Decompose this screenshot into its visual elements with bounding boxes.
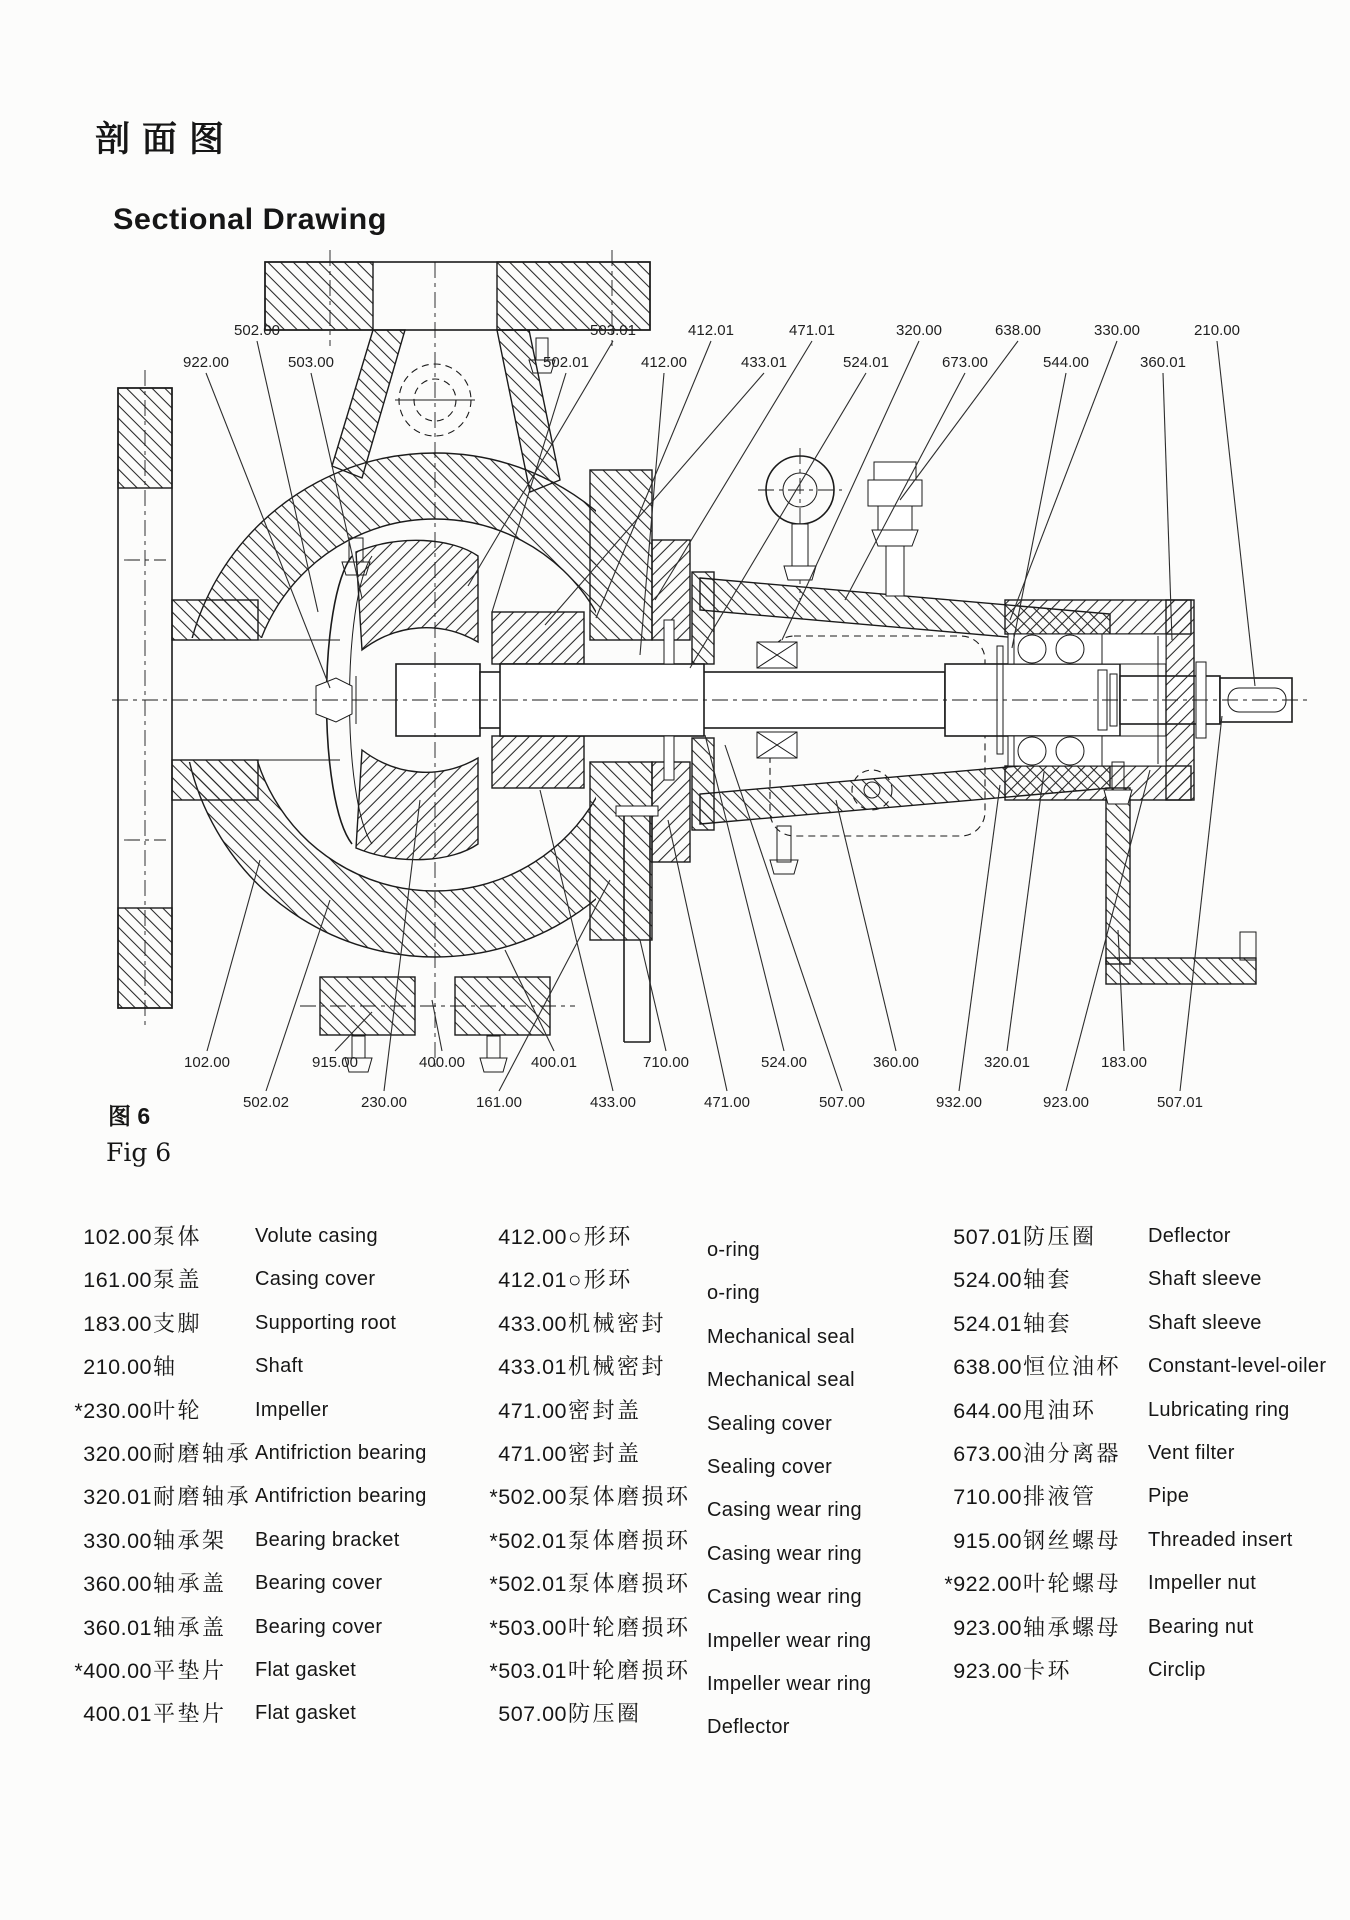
callout-label: 412.01 <box>688 322 734 339</box>
part-name-en: Threaded insert <box>1148 1528 1293 1551</box>
part-name-en: Sealing cover <box>707 1455 833 1478</box>
leader-line <box>959 785 1000 1091</box>
page-title: 剖面图 <box>95 120 237 159</box>
parts-row <box>910 1258 1262 1301</box>
part-number: 915.00 <box>953 1528 1022 1553</box>
part-name-zh: 叶轮螺母 <box>1023 1571 1122 1597</box>
part-name-en: Deflector <box>707 1716 790 1739</box>
part-number: *502.01 <box>489 1528 567 1553</box>
eye-bolt <box>758 448 842 600</box>
parts-row <box>50 1562 383 1605</box>
part-number: 400.01 <box>83 1702 152 1727</box>
part-name-en: Deflector <box>1148 1225 1231 1247</box>
part-number: 923.00 <box>953 1615 1022 1640</box>
part-name-en: Mechanical seal <box>707 1369 855 1392</box>
leader-line <box>690 373 866 668</box>
parts-row <box>455 1649 872 1695</box>
parts-row <box>455 1606 872 1652</box>
leader-line <box>836 800 896 1051</box>
part-name-zh: 泵体磨损环 <box>568 1484 691 1510</box>
part-name-zh: 泵体 <box>153 1224 203 1249</box>
callout-label: 502.02 <box>243 1094 289 1111</box>
part-name-zh: 叶轮磨损环 <box>568 1657 691 1683</box>
callout-label: 360.01 <box>1140 354 1186 371</box>
suction-pipe-wall <box>172 600 258 640</box>
parts-row <box>50 1606 383 1649</box>
part-name-zh: 甩油环 <box>1023 1397 1097 1423</box>
part-name-zh: 轴 <box>153 1354 178 1380</box>
part-number: 412.00 <box>498 1225 567 1249</box>
callout-label: 915.00 <box>312 1054 358 1071</box>
parts-row <box>910 1519 1293 1562</box>
leader-line <box>640 940 666 1051</box>
parts-row <box>50 1649 357 1692</box>
part-number: 433.01 <box>498 1355 567 1380</box>
part-name-en: Shaft <box>255 1355 304 1378</box>
part-number: 507.00 <box>498 1702 567 1727</box>
part-number: 330.00 <box>83 1528 152 1553</box>
part-number: 644.00 <box>953 1398 1022 1423</box>
part-name-en: Lubricating ring <box>1148 1398 1290 1421</box>
callout-label: 524.00 <box>761 1054 807 1071</box>
leader-line <box>845 373 965 600</box>
part-number: *230.00 <box>74 1398 152 1423</box>
part-name-en: Mechanical seal <box>707 1325 855 1348</box>
parts-row <box>455 1215 760 1261</box>
part-name-en: Constant-level-oiler <box>1148 1355 1327 1378</box>
part-name-en: Casing wear ring <box>707 1586 862 1609</box>
part-name-en: Bearing cover <box>255 1615 383 1638</box>
part-name-en: o-ring <box>707 1239 760 1261</box>
part-number: 433.00 <box>498 1311 567 1336</box>
part-name-en: Antifriction bearing <box>255 1441 427 1464</box>
parts-row <box>910 1649 1206 1692</box>
callout-label: 230.00 <box>361 1094 407 1111</box>
callout-label: 210.00 <box>1194 322 1240 339</box>
page-subtitle: Sectional Drawing <box>113 203 387 236</box>
part-number: 507.01 <box>953 1225 1022 1249</box>
callout-label: 638.00 <box>995 322 1041 339</box>
part-name-en: Bearing cover <box>255 1572 383 1595</box>
callout-label: 710.00 <box>643 1054 689 1071</box>
sectional-drawing <box>0 250 1350 1130</box>
part-name-en: Casing wear ring <box>707 1499 862 1522</box>
callout-label: 161.00 <box>476 1094 522 1111</box>
part-number: 210.00 <box>83 1355 152 1380</box>
parts-column-3 <box>910 1215 1327 1692</box>
part-number: 673.00 <box>953 1441 1022 1466</box>
part-number: 471.00 <box>498 1441 567 1466</box>
part-name-zh: 轴承架 <box>153 1527 227 1553</box>
leader-line <box>668 820 727 1091</box>
parts-row <box>455 1258 760 1305</box>
part-name-en: Volute casing <box>255 1225 378 1247</box>
part-name-zh: 耐磨轴承 <box>153 1440 252 1466</box>
callout-label: 524.01 <box>843 354 889 371</box>
part-name-en: Impeller wear ring <box>707 1672 872 1695</box>
callout-label: 932.00 <box>936 1094 982 1111</box>
part-name-zh: 轴套 <box>1023 1267 1073 1293</box>
part-name-zh: ○形环 <box>568 1267 633 1293</box>
part-name-zh: 卡环 <box>1023 1657 1073 1683</box>
part-name-en: Vent filter <box>1148 1441 1235 1464</box>
parts-row <box>50 1302 397 1345</box>
callout-label: 503.00 <box>288 354 334 371</box>
parts-row <box>50 1475 427 1518</box>
callout-label: 502.01 <box>543 354 589 371</box>
part-name-zh: 轴承螺母 <box>1023 1614 1122 1640</box>
parts-row <box>455 1692 790 1739</box>
parts-column-2 <box>455 1215 872 1739</box>
part-number: 923.00 <box>953 1658 1022 1683</box>
callout-label: 471.01 <box>789 322 835 339</box>
part-number: 524.01 <box>953 1311 1022 1336</box>
part-name-en: Sealing cover <box>707 1412 833 1435</box>
centerlines <box>112 262 1312 1072</box>
callout-label: 330.00 <box>1094 322 1140 339</box>
callout-label: 183.00 <box>1101 1054 1147 1071</box>
part-number: 638.00 <box>953 1355 1022 1380</box>
figure-caption-zh: 图 6 <box>108 1103 151 1129</box>
leader-line <box>207 860 260 1051</box>
part-number: 360.01 <box>83 1615 152 1640</box>
part-number: *503.00 <box>489 1615 567 1640</box>
part-name-en: Flat gasket <box>255 1658 357 1681</box>
parts-row <box>910 1302 1262 1345</box>
part-name-zh: 叶轮磨损环 <box>568 1614 691 1640</box>
part-name-zh: 防压圈 <box>1023 1224 1097 1249</box>
bearing-housing <box>1005 600 1191 634</box>
parts-row <box>455 1475 862 1522</box>
part-name-zh: 机械密封 <box>568 1354 667 1380</box>
part-number: *400.00 <box>74 1658 152 1683</box>
part-name-zh: 支脚 <box>153 1310 203 1336</box>
callout-label: 320.01 <box>984 1054 1030 1071</box>
part-name-zh: 耐磨轴承 <box>153 1484 252 1510</box>
parts-row <box>910 1475 1190 1518</box>
part-number: 320.01 <box>83 1485 152 1510</box>
leader-line <box>1217 341 1255 686</box>
parts-row <box>910 1345 1327 1388</box>
part-name-zh: 轴承盖 <box>153 1571 227 1597</box>
part-name-zh: 泵体磨损环 <box>568 1527 691 1553</box>
part-number: 710.00 <box>953 1485 1022 1510</box>
parts-row <box>910 1215 1231 1258</box>
leader-line <box>1007 772 1044 1051</box>
part-number: *502.01 <box>489 1572 567 1597</box>
leader-line <box>432 1000 442 1051</box>
part-name-zh: 恒位油杯 <box>1023 1354 1122 1380</box>
part-name-en: Bearing nut <box>1148 1615 1254 1638</box>
callout-label: 502.00 <box>234 322 280 339</box>
part-name-en: Pipe <box>1148 1485 1190 1508</box>
part-name-zh: 机械密封 <box>568 1310 667 1336</box>
part-name-zh: 泵体磨损环 <box>568 1571 691 1597</box>
parts-row <box>50 1389 329 1432</box>
callout-label: 471.00 <box>704 1094 750 1111</box>
parts-row <box>910 1389 1290 1432</box>
part-number: *502.00 <box>489 1485 567 1510</box>
callout-label: 400.01 <box>531 1054 577 1071</box>
callout-label: 433.01 <box>741 354 787 371</box>
discharge-flange <box>265 250 650 436</box>
part-name-zh: 密封盖 <box>568 1440 642 1466</box>
parts-row <box>455 1345 855 1392</box>
part-number: 524.00 <box>953 1268 1022 1293</box>
callout-label: 102.00 <box>184 1054 230 1071</box>
part-name-en: o-ring <box>707 1282 760 1305</box>
part-number: 161.00 <box>83 1268 152 1293</box>
part-name-en: Circlip <box>1148 1658 1206 1681</box>
parts-row <box>910 1432 1235 1475</box>
callout-label: 400.00 <box>419 1054 465 1071</box>
parts-row <box>455 1519 862 1565</box>
part-number: 102.00 <box>83 1225 152 1249</box>
part-name-en: Antifriction bearing <box>255 1485 427 1508</box>
callout-label: 507.01 <box>1157 1094 1203 1111</box>
part-name-zh: 钢丝螺母 <box>1023 1527 1122 1553</box>
part-name-zh: 轴承盖 <box>153 1614 227 1640</box>
parts-row <box>455 1432 833 1478</box>
part-name-en: Supporting root <box>255 1311 397 1334</box>
part-name-en: Flat gasket <box>255 1702 357 1725</box>
part-name-zh: 密封盖 <box>568 1397 642 1423</box>
parts-column-1 <box>50 1215 427 1736</box>
part-number: *503.01 <box>489 1658 567 1683</box>
impeller-hub <box>396 664 480 736</box>
part-name-en: Shaft sleeve <box>1148 1311 1262 1334</box>
callout-label: 412.00 <box>641 354 687 371</box>
part-name-zh: 平垫片 <box>153 1657 227 1683</box>
parts-row <box>50 1519 400 1562</box>
part-name-zh: 叶轮 <box>153 1397 203 1423</box>
callout-label: 433.00 <box>590 1094 636 1111</box>
part-name-zh: 油分离器 <box>1023 1440 1122 1466</box>
callout-label: 923.00 <box>1043 1094 1089 1111</box>
callout-label: 673.00 <box>942 354 988 371</box>
part-name-zh: 防压圈 <box>568 1701 642 1727</box>
parts-row <box>50 1215 378 1258</box>
part-number: 471.00 <box>498 1398 567 1423</box>
parts-row <box>50 1258 376 1301</box>
part-name-en: Impeller wear ring <box>707 1629 872 1652</box>
part-name-en: Casing cover <box>255 1268 376 1291</box>
part-name-en: Shaft sleeve <box>1148 1268 1262 1291</box>
parts-row <box>455 1302 855 1348</box>
part-name-en: Bearing bracket <box>255 1528 400 1551</box>
part-name-en: Casing wear ring <box>707 1542 862 1565</box>
part-name-zh: 泵盖 <box>153 1267 203 1293</box>
part-name-zh: 排液管 <box>1023 1484 1097 1510</box>
ball-bearing <box>1018 635 1046 663</box>
parts-row <box>910 1562 1257 1605</box>
part-number: *922.00 <box>944 1572 1022 1597</box>
part-name-zh: 轴套 <box>1023 1310 1073 1336</box>
callout-label: 544.00 <box>1043 354 1089 371</box>
callout-label: 360.00 <box>873 1054 919 1071</box>
parts-row <box>910 1606 1254 1649</box>
callout-label: 503.01 <box>590 322 636 339</box>
callout-label: 507.00 <box>819 1094 865 1111</box>
callout-label: 922.00 <box>183 354 229 371</box>
leader-line <box>705 735 784 1051</box>
part-name-en: Impeller <box>255 1398 329 1421</box>
parts-row <box>50 1345 304 1388</box>
callout-label: 320.00 <box>896 322 942 339</box>
part-number: 412.01 <box>498 1268 567 1293</box>
part-number: 360.00 <box>83 1572 152 1597</box>
part-name-en: Impeller nut <box>1148 1572 1257 1595</box>
part-name-zh: 平垫片 <box>153 1701 227 1727</box>
parts-row <box>50 1432 427 1475</box>
parts-row <box>455 1562 862 1609</box>
part-name-zh: ○形环 <box>568 1224 633 1249</box>
parts-row <box>50 1692 357 1735</box>
parts-row <box>455 1389 833 1435</box>
part-number: 320.00 <box>83 1441 152 1466</box>
part-number: 183.00 <box>83 1311 152 1336</box>
figure-caption-en: Fig 6 <box>106 1138 172 1167</box>
